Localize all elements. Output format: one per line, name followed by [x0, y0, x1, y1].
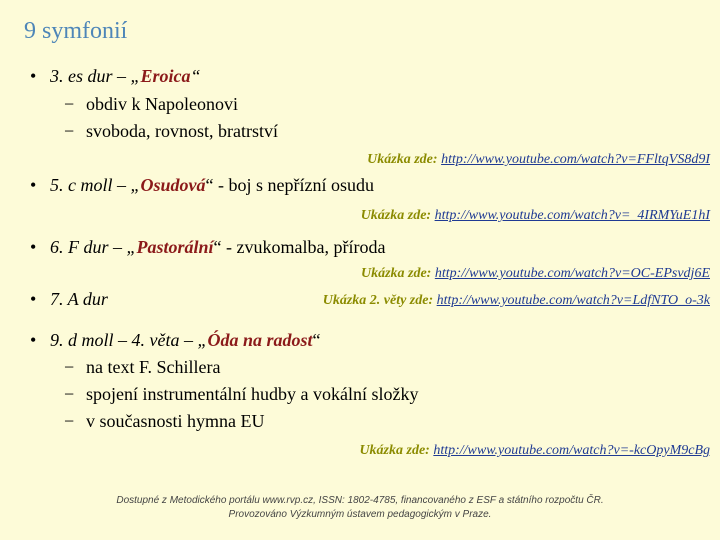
page-title: 9 symfonií	[24, 18, 128, 44]
youtube-link[interactable]: http://www.youtube.com/watch?v=OC-EPsvdj6E	[434, 266, 710, 281]
sample-link-row	[323, 293, 710, 309]
sample-label: Ukázka zde:	[359, 443, 430, 458]
item-suffix: “ - boj s nepřízní osudu	[205, 175, 374, 195]
sub-item	[64, 411, 264, 432]
sample-label: Ukázka zde:	[360, 266, 432, 281]
bullet: •	[30, 175, 37, 195]
list-item-symphony-6	[30, 237, 385, 258]
bullet: •	[30, 330, 37, 350]
sample-link-row	[359, 443, 710, 459]
footer-line-1: Dostupné z Metodického portálu www.rvp.cz, ISSN: 1802-4785, financovaného z ESF a státního rozpočtu ČR.	[116, 495, 604, 506]
sample-link-row	[361, 266, 710, 282]
symphony-name: Óda na radost	[207, 330, 313, 350]
sub-item-text: svoboda, rovnost, bratrství	[86, 121, 278, 141]
sample-label: Ukázka zde:	[367, 152, 438, 167]
symphony-name: Osudová	[140, 175, 206, 195]
bullet: •	[30, 237, 37, 257]
list-item-symphony-9	[30, 330, 321, 351]
list-item-symphony-5	[30, 175, 374, 196]
sub-item-text: na text F. Schillera	[86, 357, 221, 377]
footer	[0, 494, 720, 522]
footer-line-2: Provozováno Výzkumným ústavem pedagogickým v Praze.	[228, 509, 492, 520]
sub-item	[64, 384, 418, 405]
sub-item-text: obdiv k Napoleonovi	[86, 94, 238, 114]
item-suffix: “	[190, 66, 201, 86]
list-item-symphony-7	[30, 289, 108, 310]
dash: −	[64, 411, 75, 431]
sub-item	[64, 357, 221, 378]
sample-link-row	[367, 152, 710, 168]
item-suffix: “	[312, 330, 321, 350]
dash: −	[64, 384, 75, 404]
sample-link-row	[361, 208, 710, 224]
sub-item	[64, 121, 278, 142]
dash: −	[64, 94, 75, 114]
sub-item-text: v současnosti hymna EU	[86, 411, 265, 431]
list-item-symphony-3	[30, 66, 201, 87]
sub-item-text: spojení instrumentální hudby a vokální složky	[86, 384, 419, 404]
item-prefix: 3. es dur – „	[50, 66, 141, 86]
sample-label: Ukázka zde:	[360, 208, 432, 223]
dash: −	[64, 121, 75, 141]
symphony-name: Pastorální	[136, 237, 214, 257]
item-prefix: 6. F dur – „	[50, 237, 137, 257]
sub-item	[64, 94, 238, 115]
item-prefix: 7. A dur	[50, 289, 108, 309]
item-prefix: 9. d moll – 4. věta – „	[50, 330, 208, 350]
youtube-link[interactable]: http://www.youtube.com/watch?v=-kcOpyM9cBg	[433, 443, 710, 458]
youtube-link[interactable]: http://www.youtube.com/watch?v=LdfNTO_o-3k	[436, 293, 710, 308]
dash: −	[64, 357, 75, 377]
youtube-link[interactable]: http://www.youtube.com/watch?v=FFltqVS8d9I	[441, 152, 710, 167]
bullet: •	[30, 66, 37, 86]
youtube-link[interactable]: http://www.youtube.com/watch?v=_4IRMYuE1hI	[434, 208, 710, 223]
sample-label: Ukázka 2. věty zde:	[322, 293, 434, 308]
item-prefix: 5. c moll – „	[50, 175, 141, 195]
item-suffix: “ - zvukomalba, příroda	[213, 237, 386, 257]
symphony-name: Eroica	[140, 66, 191, 86]
bullet: •	[30, 289, 37, 309]
